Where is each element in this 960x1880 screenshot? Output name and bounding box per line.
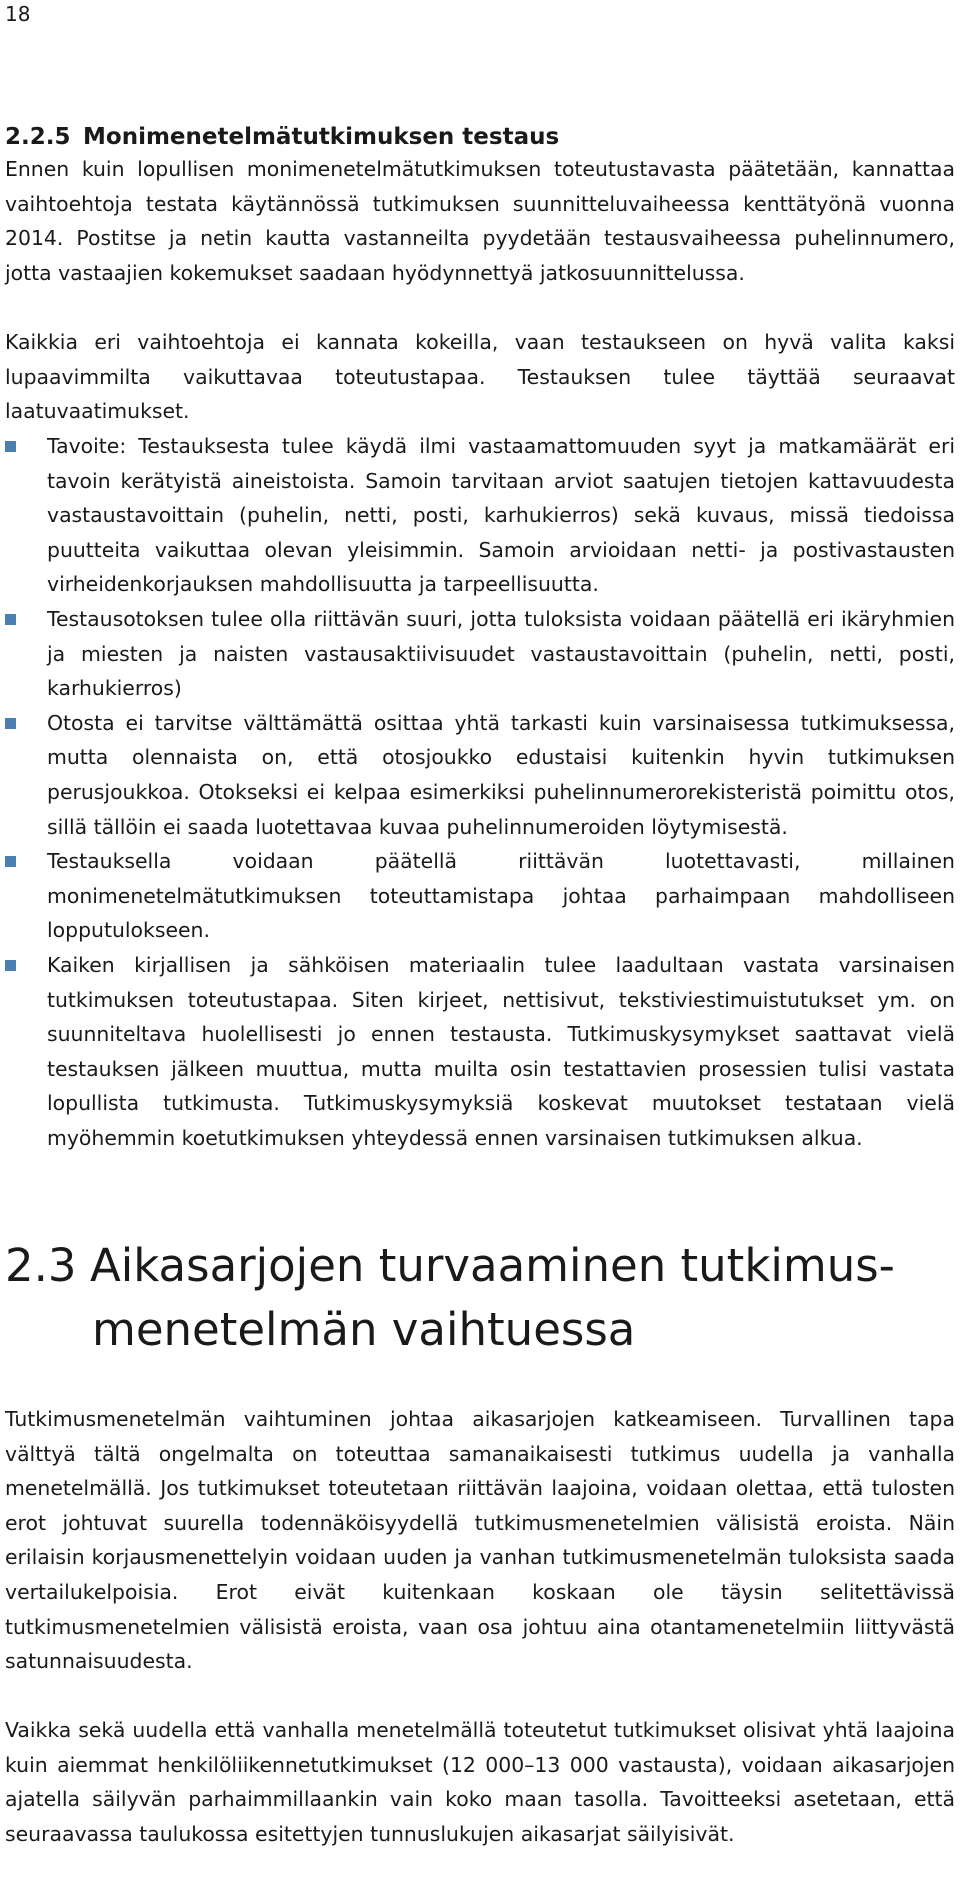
list-item [5,602,955,706]
list-item [5,706,955,844]
square-bullet-icon [5,960,16,971]
list-item [5,429,955,602]
list-item-text: Otosta ei tarvitse välttämättä osittaa yhtä tarkasti kuin varsinaisessa tutkimuksessa, mutta olennaista on, että otosjoukko edustaisi kuitenkin hyvin tutkimuksen perusjoukkoa. Otokseksi ei kelpaa esimerkiksi puhelinnumerorekisteristä poimittu otos, sillä tällöin ei saada luotettavaa kuvaa puhelinnumeroiden löytymisestä. [47,710,955,839]
list-item [5,948,955,1156]
list-item [5,844,955,948]
paragraph-alternatives: Kaikkia eri vaihtoehtoja ei kannata kokeilla, vaan testaukseen on hyvä valita kaksi lupaavimmilta vaikuttavaa toteutustapaa. Testauksen tulee täyttää seuraavat laatuvaatimukset. [5,330,955,424]
section-number: 2.2.5 [5,124,71,150]
paragraph-intro: Ennen kuin lopullisen monimenetelmätutkimuksen toteutustavasta päätetään, kannattaa vaihtoehtoja testata käytännössä tutkimuksen suunnitteluvaiheessa kenttätyönä vuonna 2014. Postitse ja netin kautta vastanneilta pyydetään testausvaiheessa puhelinnumero, jotta vastaajien kokemukset saadaan hyödynnettyä jatkosuunnittelussa. [5,157,955,285]
square-bullet-icon [5,856,16,867]
list-item-text: Testauksella voidaan päätellä riittävän luotettavasti, millainen monimenetelmätutkimuksen toteuttamistapa johtaa parhaimpaan mahdolliseen lopputulokseen. [47,849,955,943]
square-bullet-icon [5,614,16,625]
paragraph-time-series: Tutkimusmenetelmän vaihtuminen johtaa aikasarjojen katkeamiseen. Turvallinen tapa välttyä tältä ongelmalta on toteuttaa samanaikaisesti tutkimus uudella ja vanhalla menetelmällä. Jos tutkimukset toteutetaan riittävän laajoina, voidaan olettaa, että tulosten erot johtuvat suurella todennäköisyydellä tutkimusmenetelmien välisistä eroista. Näin erilaisin korjausmenettelyin voidaan uuden ja vanhan tutkimusmenetelmän tuloksista saada vertailukelpoisia. Erot eivät kuitenkaan koskaan ole täysin selitettävissä tutkimusmenetelmien välisistä eroista, vaan osa johtuu aina otantamenetelmiin liittyvästä satunnaisuudesta. [5,1407,955,1674]
list-item-text: Kaiken kirjallisen ja sähköisen materiaalin tulee laadultaan vastata varsinaisen tutkimuksen toteutustapaa. Siten kirjeet, nettisivut, tekstiviestimuistutukset ym. on suunniteltava huolellisesti jo ennen testausta. Tutkimuskysymykset saattavat vielä testauksen jälkeen muuttua, mutta muilta osin testattavien prosessien tulisi vastata lopullista tutkimusta. Tutkimuskysymyksiä koskevat muutokset testataan vielä myöhemmin koetutkimuksen yhteydessä ennen varsinaisen tutkimuksen alkua. [47,952,955,1150]
paragraph-national-level: Vaikka sekä uudella että vanhalla menetelmällä toteutetut tutkimukset olisivat yhtä laajoina kuin aiemmat henkilöliikennetutkimukset (12 000–13 000 vastausta), voidaan aikasarjojen ajatella säilyvän parhaimmillaankin vain koko maan tasolla. Tavoitteeksi asetetaan, että seuraavassa taulukossa esitettyjen tunnuslukujen aikasarjat säilyisivät. [5,1718,955,1846]
section-title: Monimenetelmätutkimuksen testaus [83,124,560,150]
square-bullet-icon [5,441,16,452]
section-heading-2-3 [5,1234,955,1362]
section-number: 2.3 [5,1239,77,1292]
quality-requirements-list [5,429,955,1155]
section-title-line-2: menetelmän vaihtuessa [92,1303,636,1356]
section-title-line-1: Aikasarjojen turvaaminen tutkimus- [90,1239,895,1292]
list-item-text: Tavoite: Testauksesta tulee käydä ilmi vastaamattomuuden syyt ja matkamäärät eri tavoin kerätyistä aineistoista. Samoin tarvitaan arviot saatujen tietojen kattavuudesta vastaustavoittain (puhelin, netti, posti, karhukierros) sekä kuvaus, missä tiedoissa puutteita vaikuttaa olevan yleisimmin. Samoin arvioidaan netti- ja postivastausten virheidenkorjauksen mahdollisuutta ja tarpeellisuutta. [47,434,955,597]
square-bullet-icon [5,718,16,729]
section-heading-2-2-5 [5,122,559,152]
page-number: 18 [5,2,31,26]
list-item-text: Testausotoksen tulee olla riittävän suuri, jotta tuloksista voidaan päätellä eri ikäryhmien ja miesten ja naisten vastausaktiivisuudet vastaustavoittain (puhelin, netti, posti, karhukierros) [47,606,955,701]
